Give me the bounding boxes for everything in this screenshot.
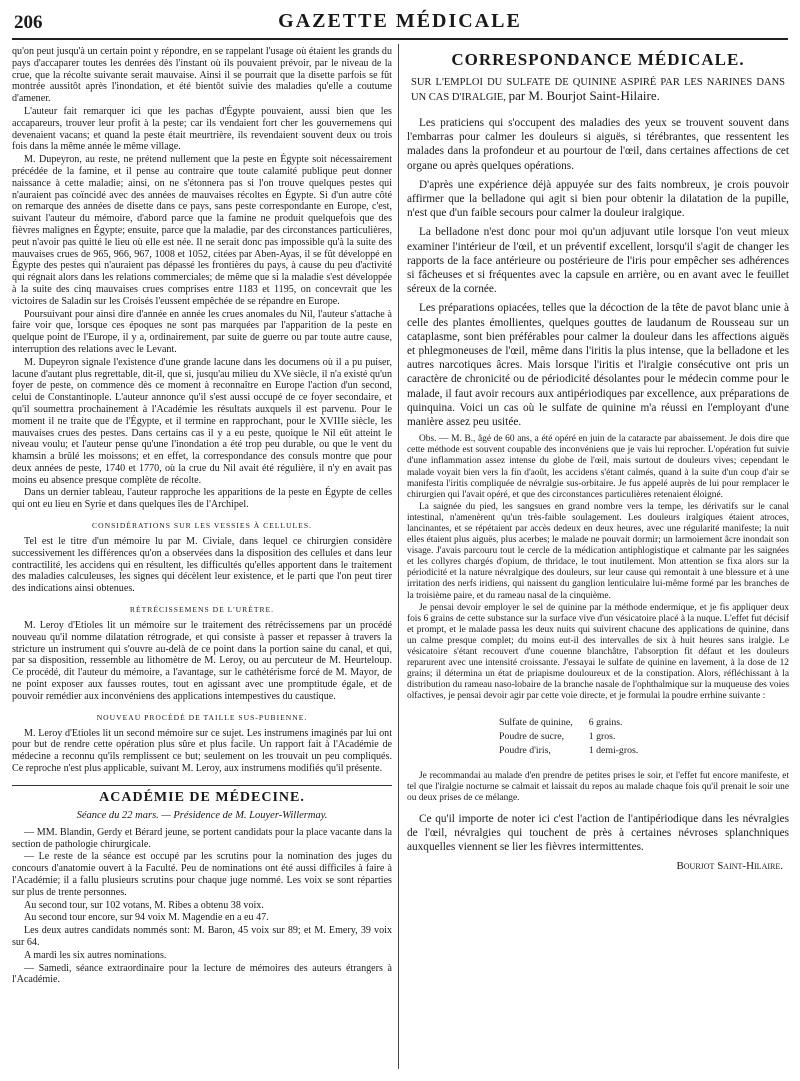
formula-ingredient: Sulfate de quinine, xyxy=(499,716,573,728)
observation-paragraph: Je pensai devoir employer le sel de quinine par la méthode endermique, et je fis appliquer deux fois 6 grains de cette substance sur la surface vive d'un vésicatoire placé à la nuque. L'effet fut décisif et prompt, et le malade passa les deux nuits qui suivirent chacune des applications de quinine, dans un calme presque complet; du moins eut-il des intervalles de six à huit heures sans iralgie. Le vésicatoire s'étant recouvert d'une couenne blanchâtre, l'absorption fit défaut et les douleurs reparurent avec une intensité croissante. J'essayai le sulfate de quinine en lavement, à la dose de 12 grains; il détermina un état de priapisme douloureux et de la constipation. Alors, réfléchissant à la distribution du rameau naso-lobaire de la branche nasale de l'ophthalmique sur la muqueuse des voies olfactives, je pensai devoir agir par cette voie directe, et je formulai la poudre errhine suivante : xyxy=(407,602,789,702)
paragraph: L'auteur fait remarquer ici que les pachas d'Égypte pouvaient, aussi bien que les accapareurs, trouver leur profit à la peste; car ils vendaient fort cher les gouvernemens qui devenaient vacans; et quand la peste était meurtrière, ils revendaient souvent deux ou trois fois dans la même année le même village. xyxy=(12,105,392,153)
paragraph: M. Dupeyron, au reste, ne prétend nullement que la peste en Égypte soit nécessairement précédée de la famine, et il pense au contraire que toute calamité publique peut donner naissance à cette maladie; ainsi, on ne s'étonnera pas si l'on trouve quelques pestes qui n'auraient pas coïncidé avec des années de mauvaises récoltes en Égypte. Si d'un autre côté on remarque des années de disette dans ce pays, sans peste correspondante en Europe, c'est, suivant l'auteur du mémoire, d'abord parce que la famine ne produit quelquefois que des fièvres malignes en Égypte; ensuite, parce que la maladie, par des circonstances particulières, peut n'avoir pas quitté le lieu où elle est née. Il ne serait donc pas impossible qu'à la suite des mauvaises crues de 965, 966, 967, 1008 et 1052, citées par Aben-Ayas, il se fût développé en Égypte des pestes qui n'auraient pas dépassé les frontières du pays, à cause du peu d'activité qui régnait alors dans les relations commerciales; de même que si la maladie s'est développée à la suite des cinq mauvaises crues comprises entre 1183 et 1195, on concevrait que les victoires de Saladin sur les Croisés l'eussent empêchée de se répandre en Europe. xyxy=(12,154,392,307)
observation-paragraph: Obs. — M. B., âgé de 60 ans, a été opéré en juin de la cataracte par abaissement. Je dois dire que cette méthode est souvent coupable des inconvéniens que je vais lui reprocher. L'opération fut suivie d'une inflammation assez intense du globe de l'œil, mais surtout de douleurs vives; cependant le malade voyait bien vers la fin d'août, les accidens s'étant calmés, quand à la suite d'un coup d'air se manifesta l'iritis compliquée de névralgie sus-orbitaire. Je fus appelé auprès de lui pour remplacer le chirurgien qui l'avait opéré, et que des circonstances particulières retenaient éloigné. xyxy=(407,434,789,500)
paragraph: Ce qu'il importe de noter ici c'est l'action de l'antipériodique dans les névralgies de l'œil, névralgies qui touchent de près à certaines névroses splanchniques auxquelles viennent se lier les fièvres intermittentes. xyxy=(407,812,789,854)
section-heading-vessies: CONSIDÉRATIONS SUR LES VESSIES À CELLULES. xyxy=(92,521,312,531)
header-rule xyxy=(12,38,788,40)
paragraph: qu'on peut jusqu'à un certain point y répondre, en se rappelant l'usage où étaient les grands du pays d'accaparer toutes les denrées dès l'instant où ils pouvaient prévoir, par le niveau de la crue, que la récolte suivante serait mauvaise. Ainsi il se pourrait que la disette parfois se fût montrée aussitôt après l'inondation, et été bientôt suivie des maladies qu'elle a coutume d'amener. xyxy=(12,46,392,105)
formula-quantity: 1 gros. xyxy=(588,730,616,742)
signature xyxy=(407,860,789,872)
paragraph: — MM. Blandin, Gerdy et Bérard jeune, se portent candidats pour la place vacante dans la section de pathologie chirurgicale. xyxy=(12,826,392,850)
paragraph: Poursuivant pour ainsi dire d'année en année les crues anomales du Nil, l'auteur s'attache à faire voir que, lorsque ces époques ne sont pas marquées par l'apparition de la peste en quelque point de l'Europe, il y a, ordinairement, par suite de guerre ou par toute autre cause, interruption des relations avec le Levant. xyxy=(12,308,392,355)
paragraph: Les praticiens qui s'occupent des maladies des yeux se trouvent souvent dans l'embarras pour calmer les douleurs si aiguës, si térébrantes, que ressentent les malades dans la profondeur et au pourtour de l'œil, dans certaines affections de cet organe ou après quelques opérations. xyxy=(407,117,789,172)
signature-name: Bourjot Saint-Hilaire. xyxy=(676,860,783,873)
formula-ingredient: Poudre de sucre, xyxy=(499,730,565,742)
subtitle-author: par M. Bourjot Saint-Hilaire. xyxy=(508,88,660,103)
paragraph: D'après une expérience déjà appuyée sur des faits nombreux, je crois pouvoir affirmer que la belladone qui agit si bien pour obtenir la dilatation de la pupille, n'est que d'un faible secours pour calmer la douleur iralgique. xyxy=(407,178,789,220)
paragraph: Au second tour, sur 102 votans, M. Ribes a obtenu 38 voix. xyxy=(24,899,264,911)
paragraph: M. Leroy d'Etioles lit un second mémoire sur ce sujet. Les instrumens imaginés par lui ont pour but de rendre cette opération plus sûre et plus facile. Un rapport fait à l'Académie de médecine a reconnu qu'ils remplissent ce but; seulement on les trouvait un peu compliqués. Ce reproche n'est plus applicable, suivant M. Leroy, aux instrumens modifiés qu'il présente. xyxy=(12,727,392,775)
paragraph: Les préparations opiacées, telles que la décoction de la tête de pavot blanc unie à celle des plantes émollientes, quelques gouttes de laudanum de Rousseau sur un cataplasme, sont bien préférables pour calmer la douleur dans les affections aiguës et phlegmoneuses de l'œil, même dans l'iritis la plus intense, que la belladone et les autres narcotiques âcres. Mais lorsque l'iritis et l'iralgie consécutive ont pris un caractère de chronicité ou de périodicité désolantes pour le médecin comme pour le malade, il faut avoir recours aux antipériodiques par excellence, aux préparations de quinquina. Voici un cas où le sulfate de quinine m'a réussi en l'employant d'une manière assez peu usitée. xyxy=(407,302,789,429)
section-heading-taille: NOUVEAU PROCÉDÉ DE TAILLE SUS-PUBIENNE. xyxy=(96,712,308,722)
paragraph: Au second tour encore, sur 94 voix M. Magendie en a eu 47. xyxy=(24,912,269,924)
formula-quantity: 1 demi-gros. xyxy=(588,744,639,756)
paragraph: La belladone n'est donc pour moi qu'un adjuvant utile lorsque l'on veut mieux examiner l'intérieur de l'œil, et un préventif excellent, lorsqu'il s'agit de changer les rapports de la face antérieure ou postérieure de l'iris pour empêcher ses adhérences si fâcheuses et si fréquentes avec la capsule en arrière, ou en avant avec le feuillet séreux de la cornée. xyxy=(407,226,789,296)
paragraph: A mardi les six autres nominations. xyxy=(24,949,167,961)
right-column xyxy=(407,46,789,1071)
left-column xyxy=(12,46,392,1071)
paragraph: — Samedi, séance extraordinaire pour la lecture de mémoires des auteurs étrangers à l'Académie. xyxy=(12,962,392,986)
observation-paragraph: La saignée du pied, les sangsues en grand nombre vers la tempe, les dérivatifs sur le canal intestinal, n'amenèrent qu'un très-faible soulagement. Les douleurs iralgiques étaient atroces, lancinantes, et se répétaient par accès dedeux en deux heures, avec une régularité manifeste; la nuit elles étaient plus aiguës, plus acerbes; le malade ne pouvait dormir; un larmoiement âcre inondait son visage. J'avais parcouru tout le cercle de la médication antiphlogistique et calmante par les saignées et les collyres chargés d'opium, de thridace, le tout inutilement. Mon attention se fixa alors sur la périodicité et la nature névralgique des douleurs, sur leur cause qui remontait à une blessure et à une irritation des nerfs iridiens, qui naissent du ganglion lenticulaire lui-même formé par les branches de la troisième paire, et du rameau nasal de la cinquième. xyxy=(407,501,789,601)
formula-ingredient: Poudre d'iris, xyxy=(499,744,551,756)
paragraph: M. Dupeyron signale l'existence d'une grande lacune dans les documens où il a pu puiser, lacune d'autant plus regrettable, dit-il, que si, jusqu'au milieu du XVe siècle, il n'a existé qu'un foyer de peste, on commence dès ce moment à reconnaître en Europe l'action d'un second, celui de Constantinople. L'auteur annonce qu'il s'est aussi occupé de ce foyer secondaire, et qu'il soumettra prochainement à l'Académie les résultats auxquels il est parvenu. Pour le moment il ne traite que de l'Égypte, et il termine en rapprochant, pour le XVIIIe siècle, les mauvaises crues des pestes. Dans certains cas il y a eu peste, quoique le Nil eût atteint le niveau voulu; et l'auteur pense qu'une l'inondation a été trop peu durable, ou que le vent du khamsin a brûlé les moissons; et en effet, la correspondance des consuls montre que pour deux années de peste, 1740 et 1770, où la crue du Nil avait été régulière, il n'y en avait pas moins eu absence presque complète de récolte. xyxy=(12,356,392,486)
column-divider xyxy=(398,44,399,1069)
section-heading-uretre: RÉTRÉCISSEMENS DE L'URÈTRE. xyxy=(129,605,275,615)
formula-row xyxy=(499,717,652,729)
page-header xyxy=(0,0,800,40)
page-number: 206 xyxy=(14,12,43,33)
paragraph: Je recommandai au malade d'en prendre de petites prises le soir, et l'effet fut encore manifeste, et tel que l'iralgie nocturne se calmait et laissait du repos au malade chaque fois qu'il prenait le soir une ou deux prises de ce mélange. xyxy=(407,770,789,803)
academie-heading: ACADÉMIE DE MÉDECINE. xyxy=(12,785,392,806)
article-subtitle xyxy=(407,76,789,104)
paragraph: Dans un dernier tableau, l'auteur rapproche les apparitions de la peste en Égypte de celles qui ont eu lieu en Syrie et dans quelques îles de l'Archipel. xyxy=(12,487,392,511)
formula-row xyxy=(499,745,652,757)
subtitle-text: SUR L'EMPLOI DU SULFATE DE QUININE ASPIRÉ PAR LES NARINES DANS UN CAS D'IRALGIE, xyxy=(411,77,785,103)
formula-row xyxy=(499,731,652,743)
correspondance-heading: CORRESPONDANCE MÉDICALE. xyxy=(451,50,745,69)
seance-line: Séance du 22 mars. — Présidence de M. Louyer-Willermay. xyxy=(76,809,328,821)
paragraph: M. Leroy d'Etioles lit un mémoire sur le traitement des rétrécissemens par un procédé nouveau qu'il nomme dilatation rétrograde, et qui consiste à passer et repasser à travers la stricture un instrument qui s'ouvre au-delà de ce point dans la portion saine du canal, et qui, par sa disposition, ressemble au lithomètre de M. Leroy, ou au percuteur de M. Heurteloup. Ce procédé, dit l'auteur du mémoire, a l'avantage, sur le cathétérisme forcé de M. Mayor, de ne point exposer aux fausses routes, tout en agissant avec une promptitude égale, et de pouvoir remédier aux inconvéniens des applications intempestives du caustique. xyxy=(12,620,392,702)
prescription-formula xyxy=(497,715,654,759)
paragraph: Les deux autres candidats nommés sont: M. Baron, 45 voix sur 89; et M. Emery, 39 voix sur 64. xyxy=(12,925,392,948)
paragraph: Tel est le titre d'un mémoire lu par M. Civiale, dans lequel ce chirurgien considère successivement les différences qu'on a observées dans la disposition des cellules et dans leur contractilité, les accidens qui en résultent, les difficultés qu'elles apportent dans le traitement des maladies calculeuses, les signes qui décèlent leur existence, et le parti que l'on peut tirer des indications ainsi obtenues. xyxy=(12,536,392,595)
formula-quantity: 6 grains. xyxy=(588,716,623,728)
paragraph: — Le reste de la séance est occupé par les scrutins pour la nomination des juges du concours d'anatomie ouvert à la Faculté. Peu de nominations ont été aussi difficiles à faire à l'Académie; il a fallu plusieurs scrutins pour chaque juge nommé. Les voix se sont réparties sur plus de trente personnes. xyxy=(12,851,392,898)
journal-title: GAZETTE MÉDICALE xyxy=(278,10,522,32)
